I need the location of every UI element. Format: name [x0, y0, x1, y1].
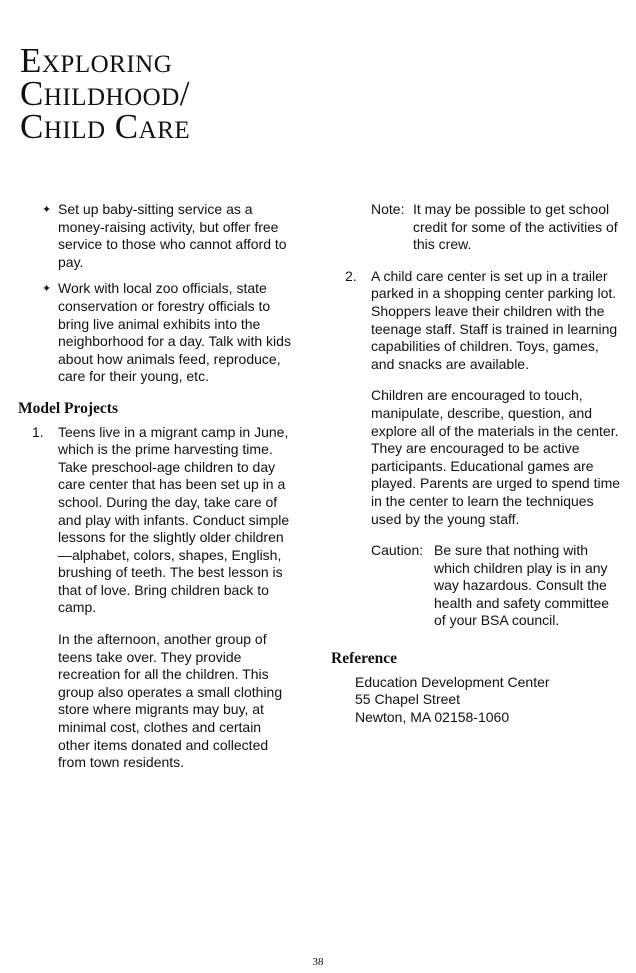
- page-number: 38: [312, 956, 324, 968]
- reference-heading: Reference: [331, 650, 397, 668]
- reference-line: Newton, MA 02158-1060: [355, 708, 510, 725]
- right-column: [331, 201, 621, 726]
- project-number: 2.: [345, 267, 357, 284]
- bullet-text: Set up baby-sitting service as a money-raising activity, but offer free service to those who cannot afford to pay.: [58, 201, 287, 270]
- reference-line: Education Development Center: [355, 673, 550, 690]
- title-line-1: Exploring: [20, 41, 173, 80]
- bullet-list: [42, 201, 296, 386]
- project-paragraph: In the afternoon, another group of teens take over. They provide recreation for all the children. This group also operates a small clothing store where migrants may buy, at minimal cost, clothes and certain other items donated and collected from town residents.: [58, 631, 283, 771]
- model-projects-heading: Model Projects: [18, 399, 118, 417]
- title-line-3: Child Care: [20, 107, 191, 146]
- star-bullet-icon: ✦: [42, 204, 52, 216]
- left-column: [18, 201, 296, 786]
- bullet-text: Work with local zoo officials, state conservation or forestry officials to bring live animal exhibits into the neighborhood for a day. Talk with kids about how animals feed, reproduce, care for their young, etc.: [58, 280, 291, 385]
- note-label: Note:: [371, 201, 405, 217]
- project-item: [331, 268, 621, 528]
- project-paragraph: Children are encouraged to touch, manipulate, describe, question, and explore all of the materials in the center. They are encouraged to be active participants. Educational games are played. Parents are urged to spend time in the center to learn the techniques used by the young staff.: [371, 387, 621, 527]
- project-text: A child care center is set up in a trailer parked in a shopping center parking lot. Shoppers leave their children with the teenage staff. Staff is trained in learning capabilities of children. Toys, games, and snacks are available.: [371, 267, 618, 372]
- project-number: 1.: [32, 423, 44, 440]
- note-text: It may be possible to get school credit for some of the activities of this crew.: [413, 201, 618, 253]
- reference-line: 55 Chapel Street: [355, 691, 461, 708]
- title-line-2: Childhood/: [20, 74, 190, 113]
- caution-label: Caution:: [371, 542, 424, 559]
- caution-text: Be sure that nothing with which children play is in any way hazardous. Consult the health and safety committee of your BSA council.: [434, 542, 610, 629]
- bullet-item: [42, 201, 296, 271]
- reference-address: [355, 674, 621, 727]
- note: [371, 201, 621, 254]
- page-title: [20, 41, 191, 146]
- bullet-item: [42, 280, 296, 386]
- project-text: Teens live in a migrant camp in June, which is the prime harvesting time. Take preschool-age children to day care center that has been set up in a school. During the day, take care of and play with infants. Conduct simple lessons for the slightly older children—alphabet, colors, shapes, English, brushing of teeth. The best lesson is that of love. Bring children back to camp.: [58, 423, 290, 616]
- model-projects-list: [18, 424, 296, 772]
- project-item: [18, 424, 296, 772]
- caution: [371, 542, 621, 630]
- model-projects-list-continued: [331, 268, 621, 528]
- star-bullet-icon: ✦: [42, 283, 52, 296]
